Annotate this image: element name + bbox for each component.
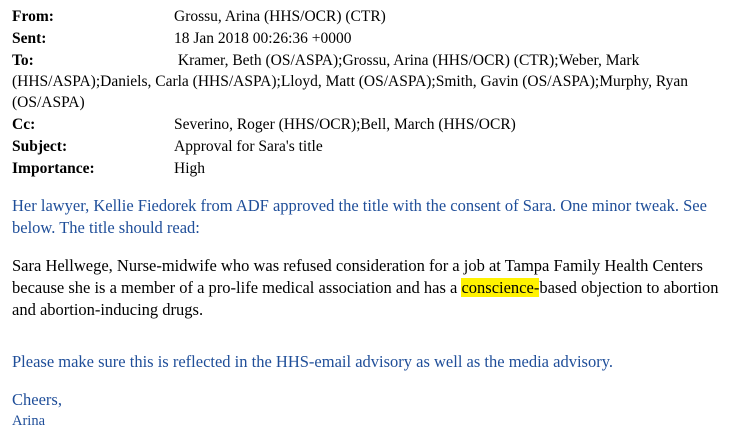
header-row-importance	[12, 158, 740, 179]
title-text-part-1: Sara Hellwege, Nurse-midwife who was refused consideration for a job at Tampa Family Health Centers because she is a member of a pro-life medical association and has a	[12, 256, 703, 297]
header-row-to	[12, 50, 740, 113]
header-value-from: Grossu, Arina (HHS/OCR) (CTR)	[174, 8, 386, 25]
header-label-sent: Sent:	[12, 30, 47, 47]
header-row-cc	[12, 114, 740, 135]
header-value-cc: Severino, Roger (HHS/OCR);Bell, March (HHS/OCR)	[174, 116, 516, 133]
email-header-block	[0, 0, 752, 179]
header-label-from: From:	[12, 8, 54, 25]
highlighted-term: conscience-	[461, 278, 540, 297]
header-label-to: To:	[12, 52, 34, 69]
email-body	[0, 195, 752, 431]
header-row-from	[12, 6, 740, 27]
header-label-subject: Subject:	[12, 138, 68, 155]
body-signoff: Cheers,	[12, 390, 62, 409]
header-label-importance: Importance:	[12, 160, 95, 177]
header-row-subject	[12, 136, 740, 157]
title-text-part-2: based objection to abortion and abortion-inducing drugs.	[12, 278, 719, 319]
header-value-to: Kramer, Beth (OS/ASPA);Grossu, Arina (HHS/OCR) (CTR);Weber, Mark (HHS/ASPA);Daniels, Carla (HHS/ASPA);Lloyd, Matt (OS/ASPA);Smith, Gavin (OS/ASPA);Murphy, Ryan (OS/ASPA)	[12, 52, 688, 111]
header-row-sent	[12, 28, 740, 49]
header-value-importance: High	[174, 160, 205, 177]
body-paragraph-request: Please make sure this is reflected in the HHS-email advisory as well as the media advisory.	[12, 352, 614, 371]
header-label-cc: Cc:	[12, 116, 36, 133]
body-paragraph-title	[12, 255, 740, 321]
header-value-sent: 18 Jan 2018 00:26:36 +0000	[174, 30, 352, 47]
body-signature-name: Arina	[12, 413, 46, 429]
header-value-subject: Approval for Sara's title	[174, 138, 323, 155]
body-paragraph-intro: Her lawyer, Kellie Fiedorek from ADF approved the title with the consent of Sara. One minor tweak. See below. The title should read:	[12, 196, 707, 237]
